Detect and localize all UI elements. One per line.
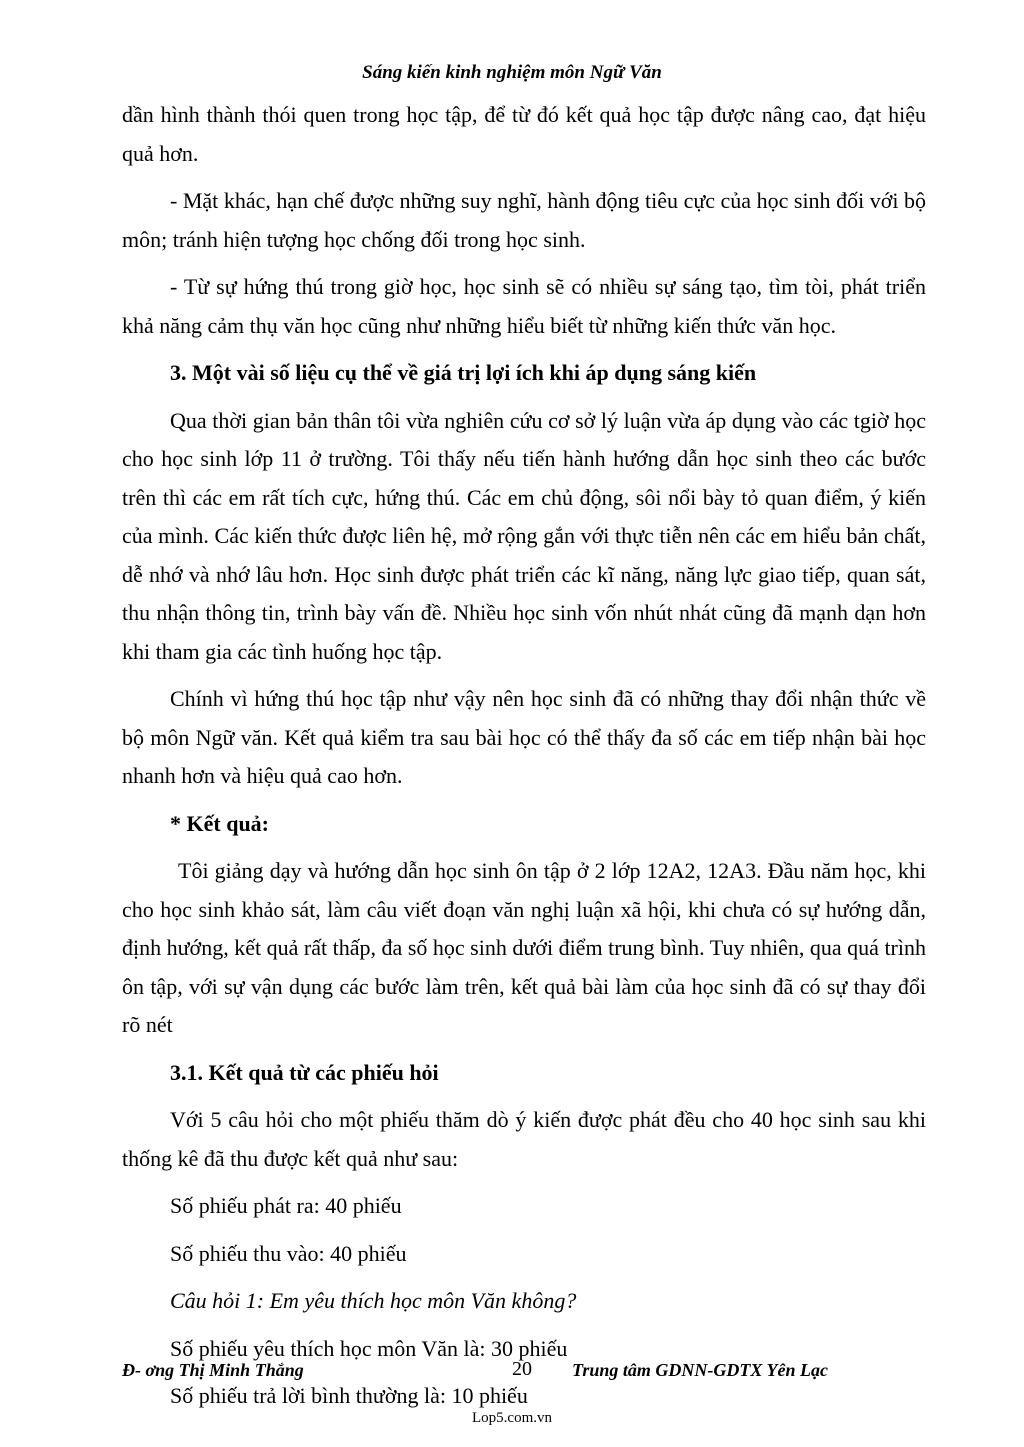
page-header: Sáng kiến kinh nghiệm môn Ngữ Văn: [362, 62, 662, 83]
stat-line: Số phiếu phát ra: 40 phiếu: [170, 1193, 402, 1218]
subsection-heading: 3.1. Kết quả từ các phiếu hỏi: [170, 1059, 439, 1085]
paragraph: Tôi giảng dạy và hướng dẫn học sinh ôn tập ở 2 lớp 12A2, 12A3. Đầu năm học, khi cho học sinh khảo sát, làm câu viết đoạn văn nghị luận xã hội, khi chưa có sự hướng dẫn, định hướng, kết quả rất thấp, đa số học sinh dưới điểm trung bình. Tuy nhiên, qua quá trình ôn tập, với sự vận dụng các bước làm trên, kết quả bài làm của học sinh đã có sự thay đổi rõ nét: [122, 858, 926, 1037]
footer-author: Đ- ơng Thị Minh Thắng: [122, 1360, 304, 1380]
paragraph: dần hình thành thói quen trong học tập, để từ đó kết quả học tập được nâng cao, đạt hiệu quả hơn.: [122, 102, 926, 166]
stat-line: Số phiếu trả lời bình thường là: 10 phiếu: [170, 1383, 528, 1408]
paragraph: Chính vì hứng thú học tập như vậy nên học sinh đã có những thay đổi nhận thức về bộ môn Ngữ văn. Kết quả kiểm tra sau bài học có thể thấy đa số các em tiếp nhận bài học nhanh hơn và hiệu quả cao hơn.: [122, 686, 926, 788]
stat-line: Số phiếu yêu thích học môn Văn là: 30 phiếu: [170, 1335, 568, 1361]
site-watermark: Lop5.com.vn: [472, 1410, 552, 1426]
footer-institution: Trung tâm GDNN-GDTX Yên Lạc: [572, 1360, 828, 1380]
section-heading: 3. Một vài số liệu cụ thể về giá trị lợi ích khi áp dụng sáng kiến: [170, 360, 757, 385]
body-text: [122, 96, 926, 1425]
stat-line: Số phiếu thu vào: 40 phiếu: [170, 1240, 407, 1266]
paragraph: - Mặt khác, hạn chế được những suy nghĩ, hành động tiêu cực của học sinh đối với bộ môn; tránh hiện tượng học chống đối trong học sinh.: [122, 188, 926, 252]
page-number: 20: [512, 1358, 532, 1380]
paragraph: - Từ sự hứng thú trong giờ học, học sinh sẽ có nhiều sự sáng tạo, tìm tòi, phát triển khả năng cảm thụ văn học cũng như những hiểu biết từ những kiến thức văn học.: [122, 274, 926, 338]
question-line: Câu hỏi 1: Em yêu thích học môn Văn không?: [170, 1288, 577, 1313]
paragraph: Qua thời gian bản thân tôi vừa nghiên cứu cơ sở lý luận vừa áp dụng vào các tgiờ học cho học sinh lớp 11 ở trường. Tôi thấy nếu tiến hành hướng dẫn học sinh theo các bước trên thì các em rất tích cực, hứng thú. Các em chủ động, sôi nổi bày tỏ quan điểm, ý kiến của mình. Các kiến thức được liên hệ, mở rộng gắn với thực tiễn nên các em hiểu bản chất, dễ nhớ và nhớ lâu hơn. Học sinh được phát triển các kĩ năng, năng lực giao tiếp, quan sát, thu nhận thông tin, trình bày vấn đề. Nhiều học sinh vốn nhút nhát cũng đã mạnh dạn hơn khi tham gia các tình huống học tập.: [122, 407, 926, 664]
result-heading: * Kết quả:: [170, 810, 269, 836]
paragraph: Với 5 câu hỏi cho một phiếu thăm dò ý kiến được phát đều cho 40 học sinh sau khi thống kê đã thu được kết quả như sau:: [122, 1107, 926, 1171]
